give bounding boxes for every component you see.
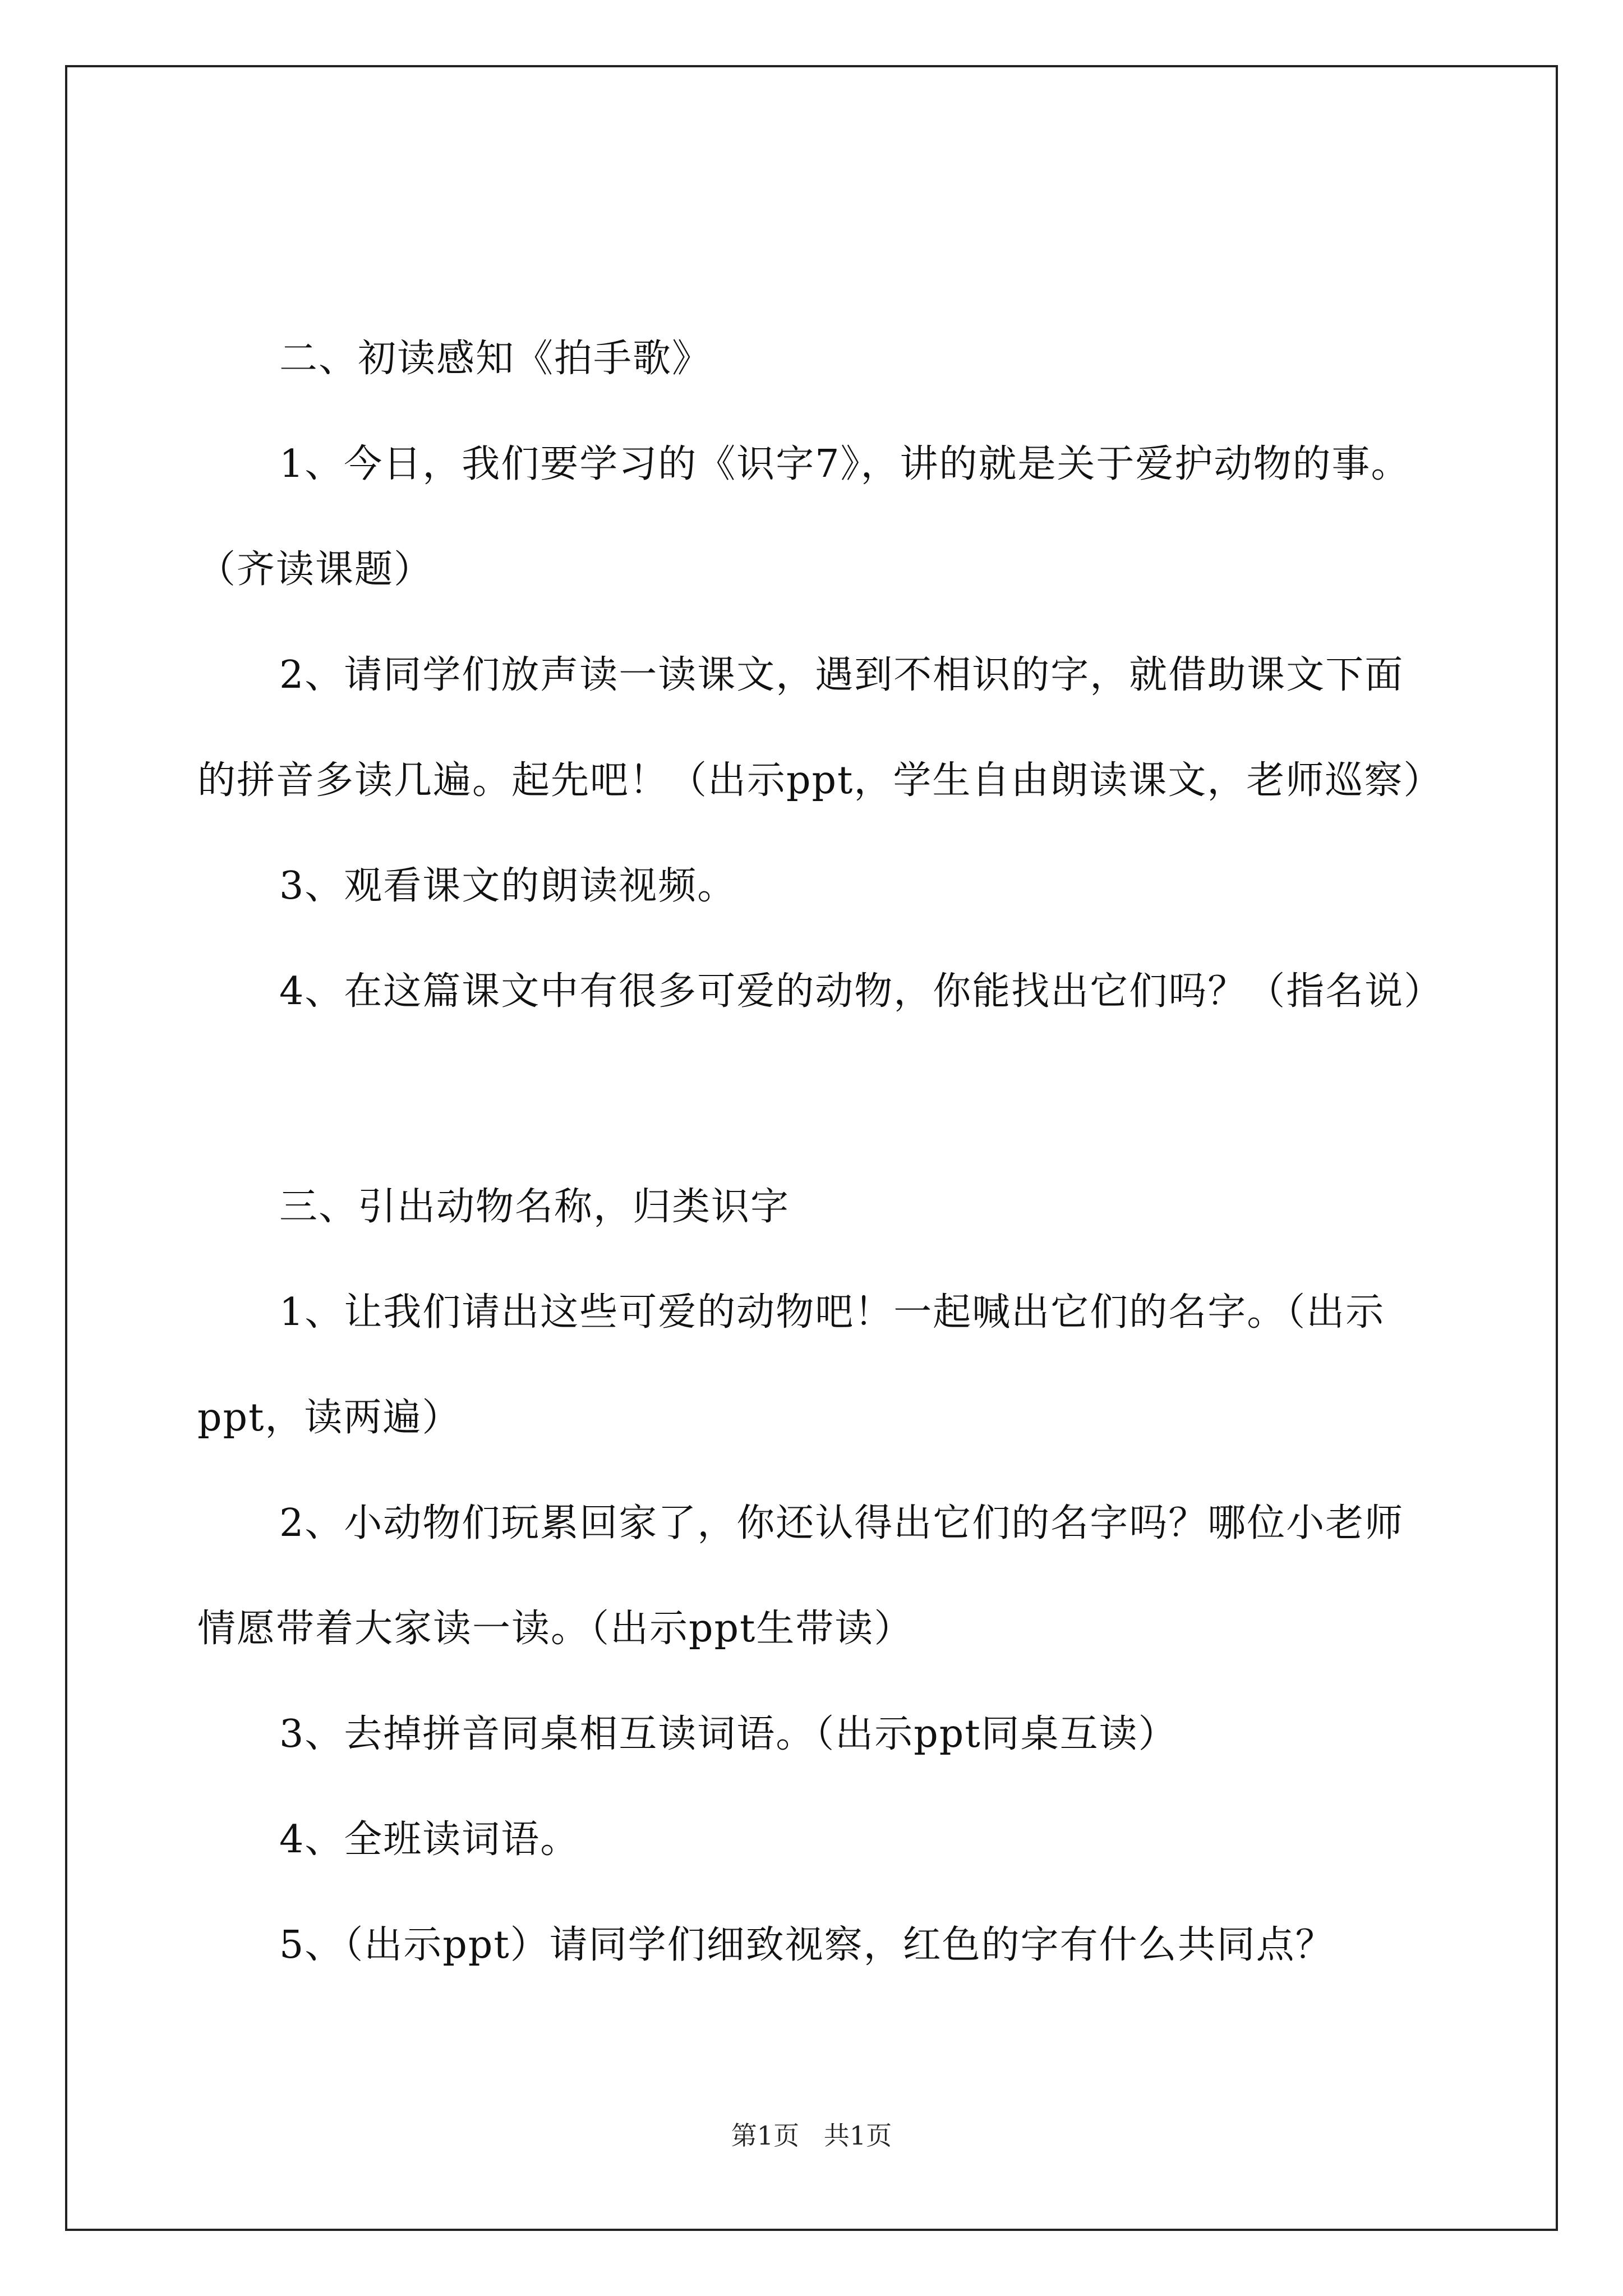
paragraph-line: （齐读课题） — [197, 547, 434, 592]
page-footer: 第1页 共1页 — [731, 2120, 892, 2151]
paragraph-line: 3、观看课文的朗读视频。 — [279, 864, 737, 908]
page-border — [65, 65, 1558, 2231]
section-heading-animal-names: 三、引出动物名称，归类识字 — [279, 1185, 790, 1229]
paragraph-line: 2、小动物们玩累回家了，你还认得出它们的名字吗？哪位小老师 — [279, 1501, 1404, 1545]
paragraph-line: ppt，读两遍） — [197, 1396, 462, 1440]
section-heading-first-reading: 二、初读感知《拍手歌》 — [279, 337, 712, 381]
paragraph-line: 3、去掉拼音同桌相互读词语。（出示ppt同桌互读） — [279, 1712, 1178, 1756]
paragraph-line: 4、在这篇课文中有很多可爱的动物，你能找出它们吗？（指名说） — [279, 969, 1444, 1014]
paragraph-line: 5、（出示ppt）请同学们细致视察，红色的字有什么共同点？ — [279, 1923, 1335, 1967]
paragraph-line: 2、请同学们放声读一读课文，遇到不相识的字，就借助课文下面 — [279, 653, 1404, 697]
paragraph-line: 的拼音多读几遍。起先吧！（出示ppt，学生自由朗读课文，老师巡察） — [197, 758, 1443, 803]
paragraph-line: 1、让我们请出这些可爱的动物吧！一起喊出它们的名字。（出示 — [279, 1290, 1385, 1335]
paragraph-line: 情愿带着大家读一读。（出示ppt生带读） — [197, 1607, 914, 1651]
paragraph-line: 1、今日，我们要学习的《识字7》，讲的就是关于爱护动物的事。 — [279, 442, 1410, 486]
paragraph-line: 4、全班读词语。 — [279, 1818, 580, 1862]
